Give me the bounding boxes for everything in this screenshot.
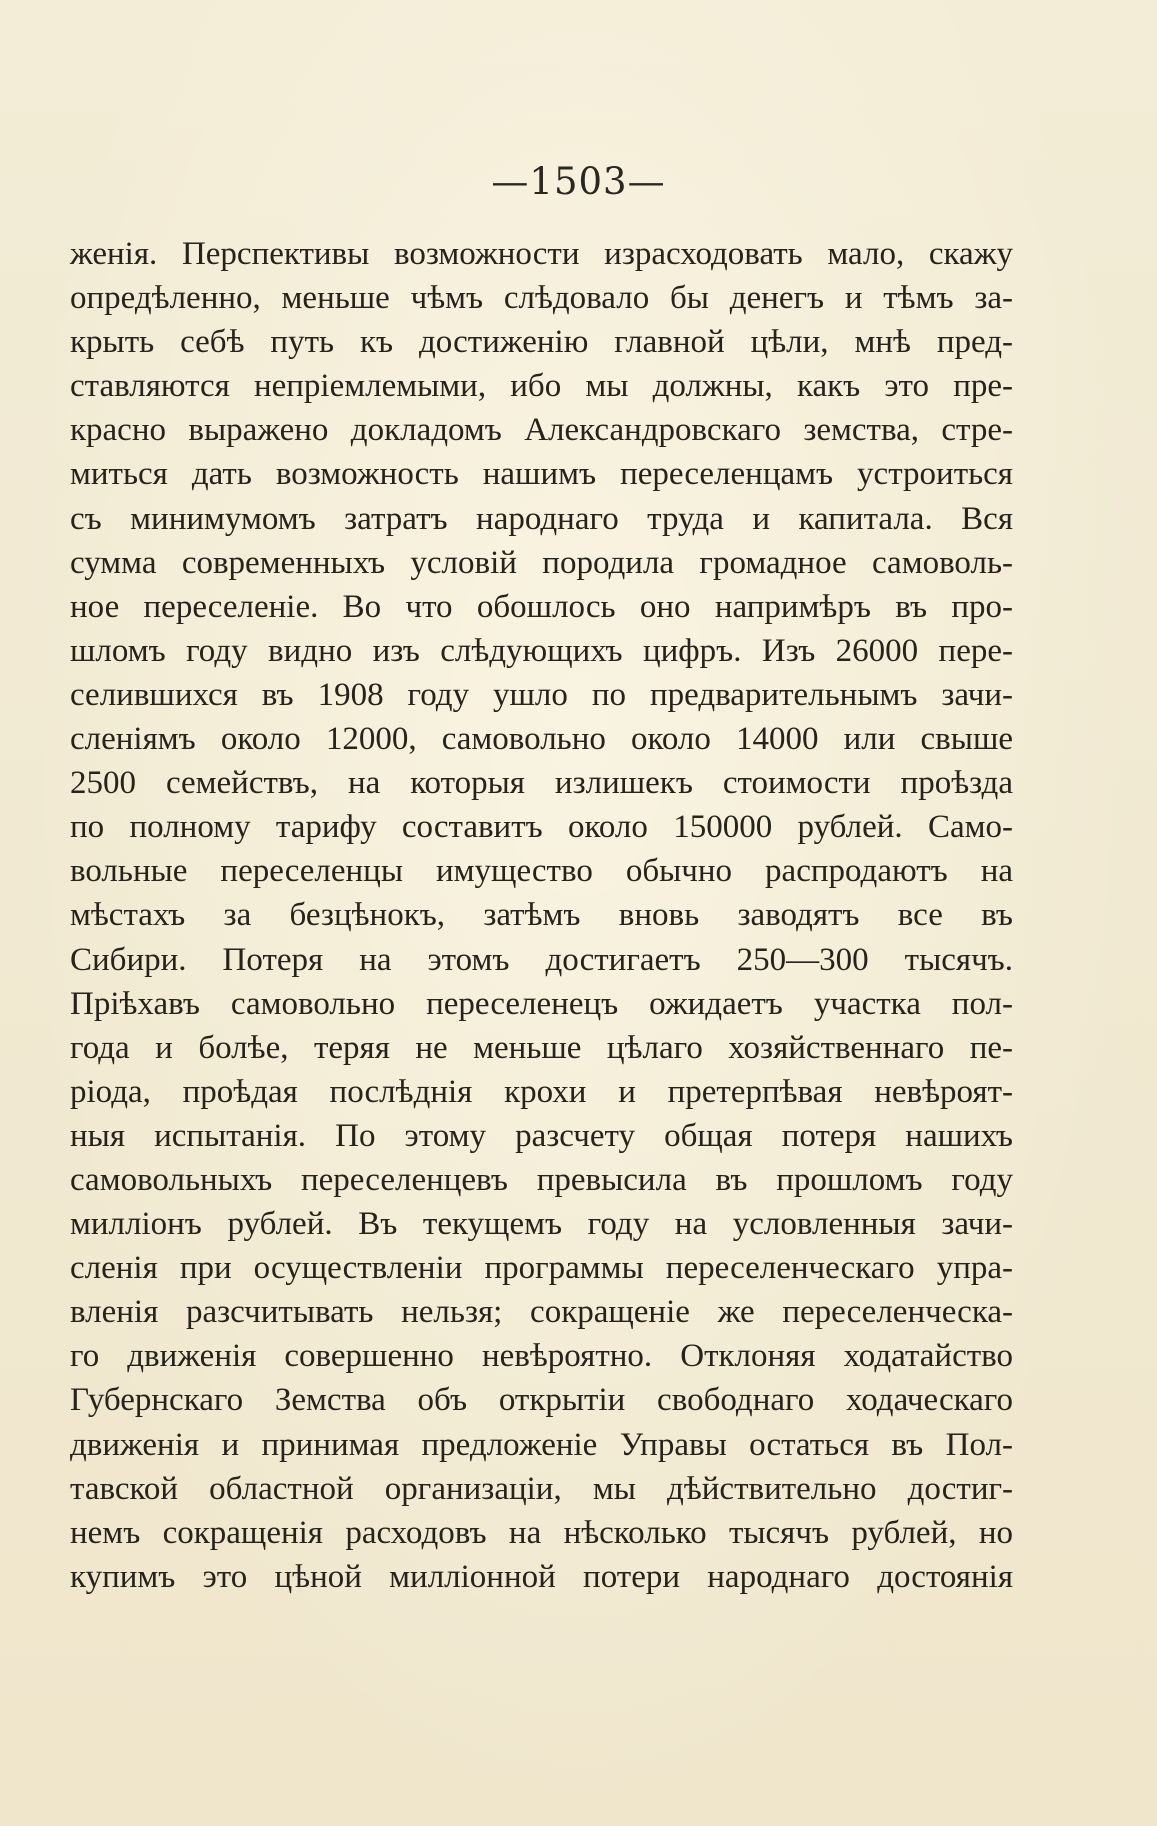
text-line: Губернскаго Земства объ открытіи свободнаго ходаческаго <box>70 1382 1013 1419</box>
text-line: Сибири. Потеря на этомъ достигаетъ 250—300 тысячъ. <box>70 941 1013 978</box>
text-line: го движенія совершенно невѣроятно. Отклоняя ходатайство <box>70 1338 1013 1375</box>
text-line: шломъ году видно изъ слѣдующихъ цифръ. Изъ 26000 пере- <box>70 632 1013 669</box>
text-line: вленія разсчитывать нельзя; сокращеніе же переселенческа- <box>70 1294 1013 1331</box>
text-line: ныя испытанія. По этому разсчету общая потеря нашихъ <box>70 1117 1013 1154</box>
text-line: крыть себѣ путь къ достиженію главной цѣли, мнѣ пред- <box>70 324 1013 361</box>
text-line: опредѣленно, меньше чѣмъ слѣдовало бы денегъ и тѣмъ за- <box>70 280 1013 317</box>
body-text <box>70 232 1013 1599</box>
text-line: мѣстахъ за безцѣнокъ, затѣмъ вновь заводятъ все въ <box>70 897 1013 934</box>
text-line: самовольныхъ переселенцевъ превысила въ прошломъ году <box>70 1161 1013 1198</box>
text-line: по полному тарифу составитъ около 150000 рублей. Само- <box>70 809 1013 846</box>
text-line: съ минимумомъ затратъ народнаго труда и капитала. Вся <box>70 500 1013 537</box>
text-line: ріода, проѣдая послѣднія крохи и претерпѣвая невѣроят- <box>70 1073 1013 1110</box>
text-line: тавской областной организаціи, мы дѣйствительно достиг- <box>70 1470 1013 1507</box>
text-line: ставляются непріемлемыми, ибо мы должны, какъ это пре- <box>70 368 1013 405</box>
text-line: немъ сокращенія расходовъ на нѣсколько тысячъ рублей, но <box>70 1514 1013 1551</box>
page-number: —1503— <box>491 160 666 203</box>
text-line: купимъ это цѣной милліонной потери народнаго достоянія <box>70 1558 1013 1595</box>
text-line: селившихся въ 1908 году ушло по предварительнымъ зачи- <box>70 676 1013 713</box>
text-line: сумма современныхъ условій породила громадное самоволь- <box>70 544 1013 581</box>
text-line: красно выражено докладомъ Александровскаго земства, стре- <box>70 412 1013 449</box>
text-line: вольные переселенцы имущество обычно распродаютъ на <box>70 853 1013 890</box>
text-line: женія. Перспективы возможности израсходовать мало, скажу <box>70 236 1013 272</box>
text-line: милліонъ рублей. Въ текущемъ году на условленныя зачи- <box>70 1206 1013 1243</box>
text-line: сленіямъ около 12000, самовольно около 14000 или свыше <box>70 721 1013 758</box>
text-line: 2500 семействъ, на которыя излишекъ стоимости проѣзда <box>70 765 1013 802</box>
text-line: ное переселеніе. Во что обошлось оно напримѣръ въ про- <box>70 588 1013 625</box>
text-line: движенія и принимая предложеніе Управы остаться въ Пол- <box>70 1426 1013 1463</box>
text-line: Пріѣхавъ самовольно переселенецъ ожидаетъ участка пол- <box>70 985 1013 1022</box>
text-line: года и болѣе, теряя не меньше цѣлаго хозяйственнаго пе- <box>70 1029 1013 1066</box>
text-line: сленія при осуществленіи программы переселенческаго упра- <box>70 1250 1013 1287</box>
text-line: миться дать возможность нашимъ переселенцамъ устроиться <box>70 456 1013 493</box>
